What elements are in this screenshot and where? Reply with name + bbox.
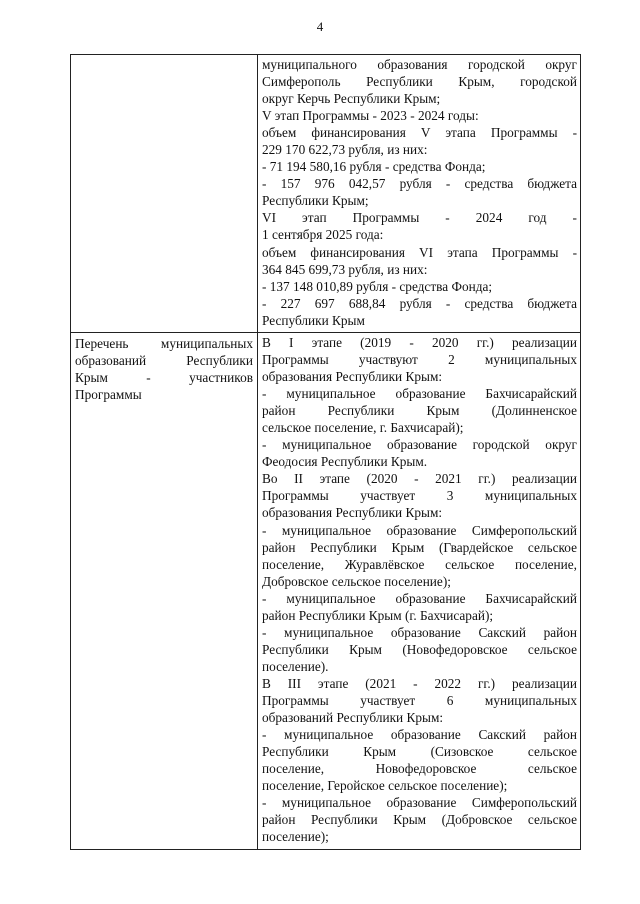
text-line: Республики Крым xyxy=(262,312,365,328)
page-number: 4 xyxy=(316,19,324,34)
column-divider xyxy=(257,333,258,849)
text-line: Программы xyxy=(75,387,142,403)
text-line: Республики Крым (Сизовское сельское xyxy=(262,744,577,760)
text-line: - 157 976 042,57 рубля - средства бюджета xyxy=(262,176,577,192)
table-row-municipalities xyxy=(71,332,580,849)
table-cell-content xyxy=(262,334,577,845)
text-line: В III этапе (2021 - 2022 гг.) реализации xyxy=(262,675,577,691)
text-line: 229 170 622,73 рубля, из них: xyxy=(262,142,428,158)
text-line: район Республики Крым (Долинненское xyxy=(262,403,577,419)
text-line: 364 845 699,73 рубля, из них: xyxy=(262,261,428,277)
text-line: поселение, Новофедоровское сельское xyxy=(262,761,577,777)
column-divider xyxy=(257,55,258,332)
text-line: Феодосия Республики Крым. xyxy=(262,454,428,470)
text-line: Симферополь Республики Крым, городской xyxy=(262,74,577,90)
text-line: VI этап Программы - 2024 год - xyxy=(262,210,577,226)
text-line: образований Республики Крым: xyxy=(262,710,444,726)
text-line: Программы участвует 6 муниципальных xyxy=(262,692,577,708)
text-line: образований Республики xyxy=(75,353,253,369)
text-line: - 71 194 580,16 рубля - средства Фонда; xyxy=(262,159,486,175)
text-line: поселение); xyxy=(262,829,329,845)
text-line: район Республики Крым (г. Бахчисарай); xyxy=(262,607,494,623)
text-line: поселение, Геройское сельское поселение); xyxy=(262,778,508,794)
text-line: Программы участвуют 2 муниципальных xyxy=(262,352,577,368)
text-line: образования Республики Крым: xyxy=(262,505,443,521)
table-cell-label xyxy=(75,335,253,403)
text-line: Добровское сельское поселение); xyxy=(262,573,451,589)
table-row-financing xyxy=(71,55,580,332)
text-line: - муниципальное образование Сакский район xyxy=(262,624,577,640)
text-line: Во II этапе (2020 - 2021 гг.) реализации xyxy=(262,471,577,487)
text-line: В I этапе (2019 - 2020 гг.) реализации xyxy=(262,335,577,350)
text-line: - муниципальное образование Сакский район xyxy=(262,727,577,743)
text-line: V этап Программы - 2023 - 2024 годы: xyxy=(262,108,479,124)
text-line: 1 сентября 2025 года: xyxy=(262,227,384,243)
text-line: Перечень муниципальных xyxy=(75,336,253,351)
text-line: Крым - участников xyxy=(75,370,253,386)
text-line: муниципального образования городской округ xyxy=(262,57,577,72)
text-line: сельское поселение, г. Бахчисарай); xyxy=(262,420,464,436)
text-line: - муниципальное образование городской округ xyxy=(262,437,577,453)
text-line: - муниципальное образование Бахчисарайский xyxy=(262,590,577,606)
text-line: поселение, Журавлёвское сельское поселение, xyxy=(262,556,577,572)
text-line: - муниципальное образование Бахчисарайский xyxy=(262,386,577,402)
text-line: округ Керчь Республики Крым; xyxy=(262,91,441,107)
text-line: - 227 697 688,84 рубля - средства бюджета xyxy=(262,295,577,311)
text-line: образования Республики Крым: xyxy=(262,369,443,385)
text-line: Программы участвует 3 муниципальных xyxy=(262,488,577,504)
program-table xyxy=(70,54,581,850)
table-cell-content xyxy=(262,56,577,329)
text-line: район Республики Крым (Гвардейское сельское xyxy=(262,539,577,555)
text-line: район Республики Крым (Добровское сельское xyxy=(262,812,577,828)
text-line: - муниципальное образование Симферопольский xyxy=(262,522,577,538)
text-line: Республики Крым; xyxy=(262,193,369,209)
text-line: поселение). xyxy=(262,658,329,674)
text-line: объем финансирования V этапа Программы - xyxy=(262,125,577,141)
text-line: - 137 148 010,89 рубля - средства Фонда; xyxy=(262,278,493,294)
text-line: Республики Крым (Новофедоровское сельское xyxy=(262,641,577,657)
text-line: объем финансирования VI этапа Программы - xyxy=(262,244,577,260)
text-line: - муниципальное образование Симферопольский xyxy=(262,795,577,811)
